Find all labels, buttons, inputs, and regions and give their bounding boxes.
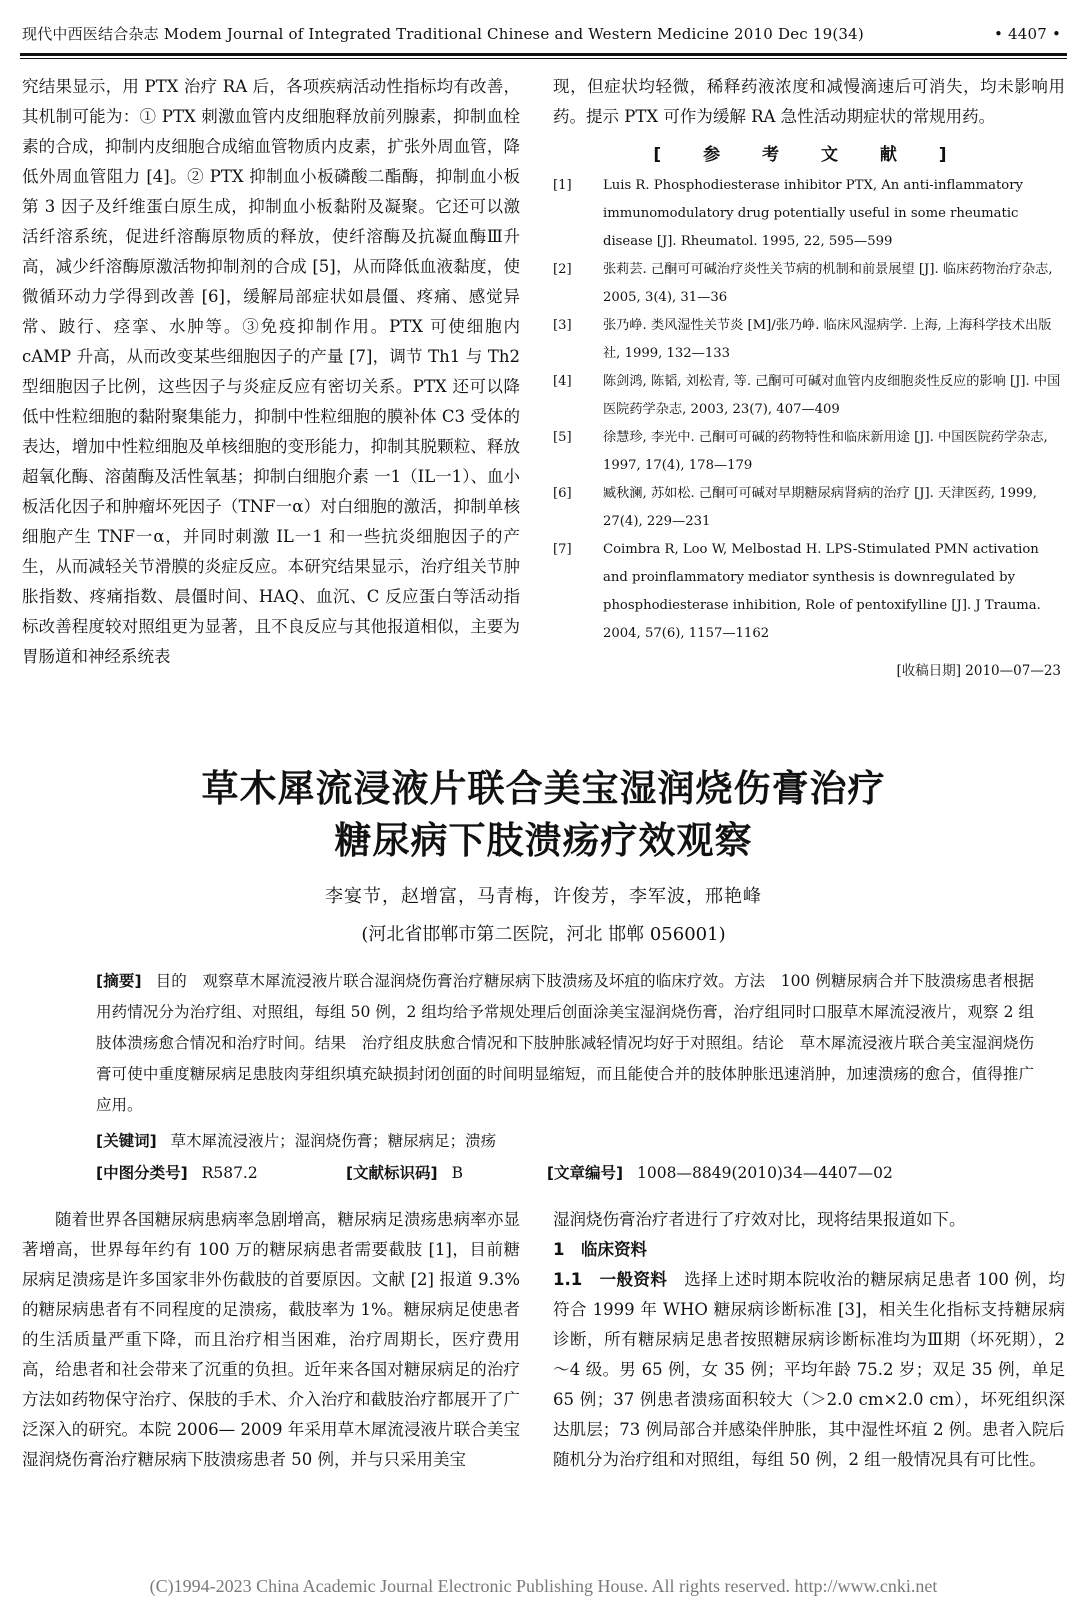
- subsection-text: 选择上述时期本院收治的糖尿病足患者 100 例，均符合 1999 年 WHO 糖尿病诊断标准 [3]，相关生化指标支持糖尿病诊断，所有糖尿病足患者按照糖尿病诊断标准均为Ⅲ期（坏死期），2～4 级。男 65 例，女 35 例；平均年龄 75.2 岁；双足 35 例，单足 65 例；37 例患者溃疡面积较大（＞2.0 cm×2.0 cm），坏死组织深达肌层；73 例局部合并感染伴肿胀，其中湿性坏疽 2 例。患者入院后随机分为治疗组和对照组，每组 50 例，2 组一般情况具有可比性。: [553, 1270, 1066, 1469]
- reference-number: [4]: [553, 374, 572, 389]
- reference-item: [553, 172, 1065, 256]
- reference-item: [553, 312, 1065, 368]
- copyright-footer: (C)1994-2023 China Academic Journal Electronic Publishing House. All rights reserved. http://www.cnki.net: [149, 1576, 938, 1596]
- reference-text: Coimbra R, Loo W, Melbostad H. LPS-Stimulated PMN activation and proinflammatory mediator synthesis is downregulated by phosphodiesterase inhibition, Role of pentoxifylline [J]. J Trauma. 2004, 57(6), 1157—1162: [603, 542, 1041, 641]
- journal-citation: 现代中西医结合杂志 Modem Journal of Integrated Traditional Chinese and Western Medicine 2010 Dec 19(34): [22, 25, 864, 43]
- reference-number: [3]: [553, 318, 572, 333]
- reference-number: [5]: [553, 430, 572, 445]
- reference-number: [7]: [553, 542, 572, 557]
- received-date: [收稿日期] 2010—07—23: [896, 663, 1061, 679]
- reference-item: [553, 536, 1065, 648]
- abstract: [96, 966, 1034, 1121]
- intro-paragraph: 随着世界各国糖尿病患病率急剧增高，糖尿病足溃疡患病率亦显著增高，世界每年约有 100 万的糖尿病患者需要截肢 [1]，目前糖尿病足溃疡是许多国家非外伤截肢的首要原因。文献 [2] 报道 9.3% 的糖尿病患者有不同程度的足溃疡，截肢率为 1%。糖尿病足使患者的生活质量严重下降，而且治疗相当困难，治疗周期长，医疗费用高，给患者和社会带来了沉重的负担。近年来各国对糖尿病足的治疗方法如药物保守治疗、保肢的手术、介入治疗和截肢治疗都展开了广泛深入的研究。本院 2006— 2009 年采用草木犀流浸液片联合美宝湿润烧伤膏治疗糖尿病下肢溃疡患者 50 例，并与只采用美宝: [22, 1210, 520, 1469]
- keywords: [96, 1126, 1034, 1156]
- body-left-column: [22, 1205, 520, 1475]
- keywords-text: 草木犀流浸液片；湿润烧伤膏；糖尿病足；溃疡: [170, 1132, 497, 1150]
- prev-article-paragraph: 究结果显示，用 PTX 治疗 RA 后，各项疾病活动性指标均有改善，其机制可能为：① PTX 刺激血管内皮细胞释放前列腺素，抑制血栓素的合成，抑制内皮细胞合成缩血管物质内皮素，扩张外周血管，降低外周血管阻力 [4]。② PTX 抑制血小板磷酸二酯酶，抑制血小板第 3 因子及纤维蛋白原生成，抑制血小板黏附及凝聚。它还可以激活纤溶系统，促进纤溶酶原物质的释放，使纤溶酶及抗凝血酶Ⅲ升高，减少纤溶酶原激活物抑制剂的合成 [5]，从而降低血液黏度，使微循环动力学得到改善 [6]，缓解局部症状如晨僵、疼痛、感觉异常、跛行、痉挛、水肿等。③免疫抑制作用。PTX 可使细胞内 cAMP 升高，从而改变某些细胞因子的产量 [7]，调节 Th1 与 Th2 型细胞因子比例，这些因子与炎症反应有密切关系。PTX 还可以降低中性粒细胞的黏附聚集能力，抑制中性粒细胞的膜补体 C3 受体的表达，增加中性粒细胞及单核细胞的变形能力，抑制其脱颗粒、释放超氧化酶、溶菌酶及活性氧基；抑制白细胞介素 一1（IL一1）、血小板活化因子和肿瘤坏死因子（TNF一α）对白细胞的激活，抑制单核细胞产生 TNF一α，并同时刺激 IL一1 和一些抗炎细胞因子的产生，从而减轻关节滑膜的炎症反应。本研究结果显示，治疗组关节肿胀指数、疼痛指数、晨僵时间、HAQ、血沉、C 反应蛋白等活动指标改善程度较对照组更为显著，且不良反应与其他报道相似，主要为胃肠道和神经系统表: [22, 77, 520, 666]
- reference-item: [553, 424, 1065, 480]
- article-title-line-2: 糖尿病下肢溃疡疗效观察: [334, 819, 753, 862]
- abstract-text: 目的 观察草木犀流浸液片联合湿润烧伤膏治疗糖尿病下肢溃疡及坏疽的临床疗效。方法 100 例糖尿病合并下肢溃疡患者根据用药情况分为治疗组、对照组，每组 50 例，2 组均给予常规处理后创面涂美宝湿润烧伤膏，治疗组同时口服草木犀流浸液片，观察 2 组肢体溃疡愈合情况和治疗时间。结果 治疗组皮肤愈合情况和下肢肿胀减轻情况均好于对照组。结论 草木犀流浸液片联合美宝湿润烧伤膏可使中重度糖尿病足患肢肉芽组织填充缺损封闭创面的时间明显缩短，而且能使合并的肢体肿胀迅速消肿，加速溃疡的愈合，值得推广应用。: [96, 972, 1034, 1114]
- reference-number: [1]: [553, 178, 572, 193]
- abstract-label: [摘要]: [96, 972, 142, 990]
- reference-number: [2]: [553, 262, 572, 277]
- article-number-value: 1008—8849(2010)34—4407—02: [637, 1164, 893, 1182]
- article-number-label: [文章编号]: [546, 1164, 624, 1182]
- keywords-label: [关键词]: [96, 1132, 157, 1150]
- references-heading: [ 参 考 文 献 ]: [653, 145, 965, 165]
- doccode-label: [文献标识码]: [345, 1164, 438, 1182]
- reference-text: 张莉芸. 己酮可可碱治疗炎性关节病的机制和前景展望 [J]. 临床药物治疗杂志, 2005, 3(4), 31—36: [603, 262, 1053, 305]
- reference-text: 张乃峥. 类风湿性关节炎 [M]/张乃峥. 临床风湿病学. 上海, 上海科学技术出版社, 1999, 132—133: [603, 318, 1052, 361]
- prev-article-left-column: [22, 72, 520, 722]
- running-header: [22, 22, 1067, 46]
- prev-article-conclusion: 现，但症状均轻微，稀释药液浓度和减慢滴速后可消失，均未影响用药。提示 PTX 可作为缓解 RA 急性活动期症状的常规用药。: [553, 77, 1065, 126]
- doccode-value: B: [451, 1164, 463, 1182]
- reference-number: [6]: [553, 486, 572, 501]
- header-rule-thick: [20, 53, 1067, 56]
- body-right-column: [553, 1205, 1065, 1475]
- subsection-paragraph: [553, 1265, 1065, 1475]
- header-rule-thin: [20, 58, 1067, 59]
- class-value: R587.2: [201, 1164, 258, 1182]
- reference-text: 臧秋澜, 苏如松. 己酮可可碱对早期糖尿病肾病的治疗 [J]. 天津医药, 1999, 27(4), 229—231: [603, 486, 1037, 529]
- classification-line: [96, 1158, 1034, 1188]
- reference-text: 徐慧珍, 李光中. 己酮可可碱的药物特性和临床新用途 [J]. 中国医院药学杂志, 1997, 17(4), 178—179: [603, 430, 1048, 473]
- page-number: • 4407 •: [993, 25, 1061, 43]
- article-title-line-1: 草木犀流浸液片联合美宝湿润烧伤膏治疗: [201, 767, 886, 810]
- reference-text: 陈剑鸿, 陈韬, 刘松青, 等. 己酮可可碱对血管内皮细胞炎性反应的影响 [J]. 中国医院药学杂志, 2003, 23(7), 407—409: [603, 374, 1061, 417]
- prev-article-right-column: [553, 72, 1065, 686]
- author-list: 李宴节，赵增富，马青梅，许俊芳，李军波，邢艳峰: [325, 886, 762, 907]
- reference-list: [553, 172, 1065, 648]
- reference-text: Luis R. Phosphodiesterase inhibitor PTX, An anti-inflammatory immunomodulatory drug potentially useful in some rheumatic disease [J]. Rheumatol. 1995, 22, 595—599: [603, 178, 1023, 249]
- reference-item: [553, 480, 1065, 536]
- subsection-label: 1.1 一般资料: [553, 1270, 668, 1289]
- section-heading: 1 临床资料: [553, 1240, 647, 1259]
- class-label: [中图分类号]: [96, 1164, 188, 1182]
- reference-item: [553, 256, 1065, 312]
- intro-continuation: 湿润烧伤膏治疗者进行了疗效对比，现将结果报道如下。: [553, 1210, 966, 1229]
- affiliation: (河北省邯郸市第二医院，河北 邯郸 056001): [361, 924, 726, 945]
- reference-item: [553, 368, 1065, 424]
